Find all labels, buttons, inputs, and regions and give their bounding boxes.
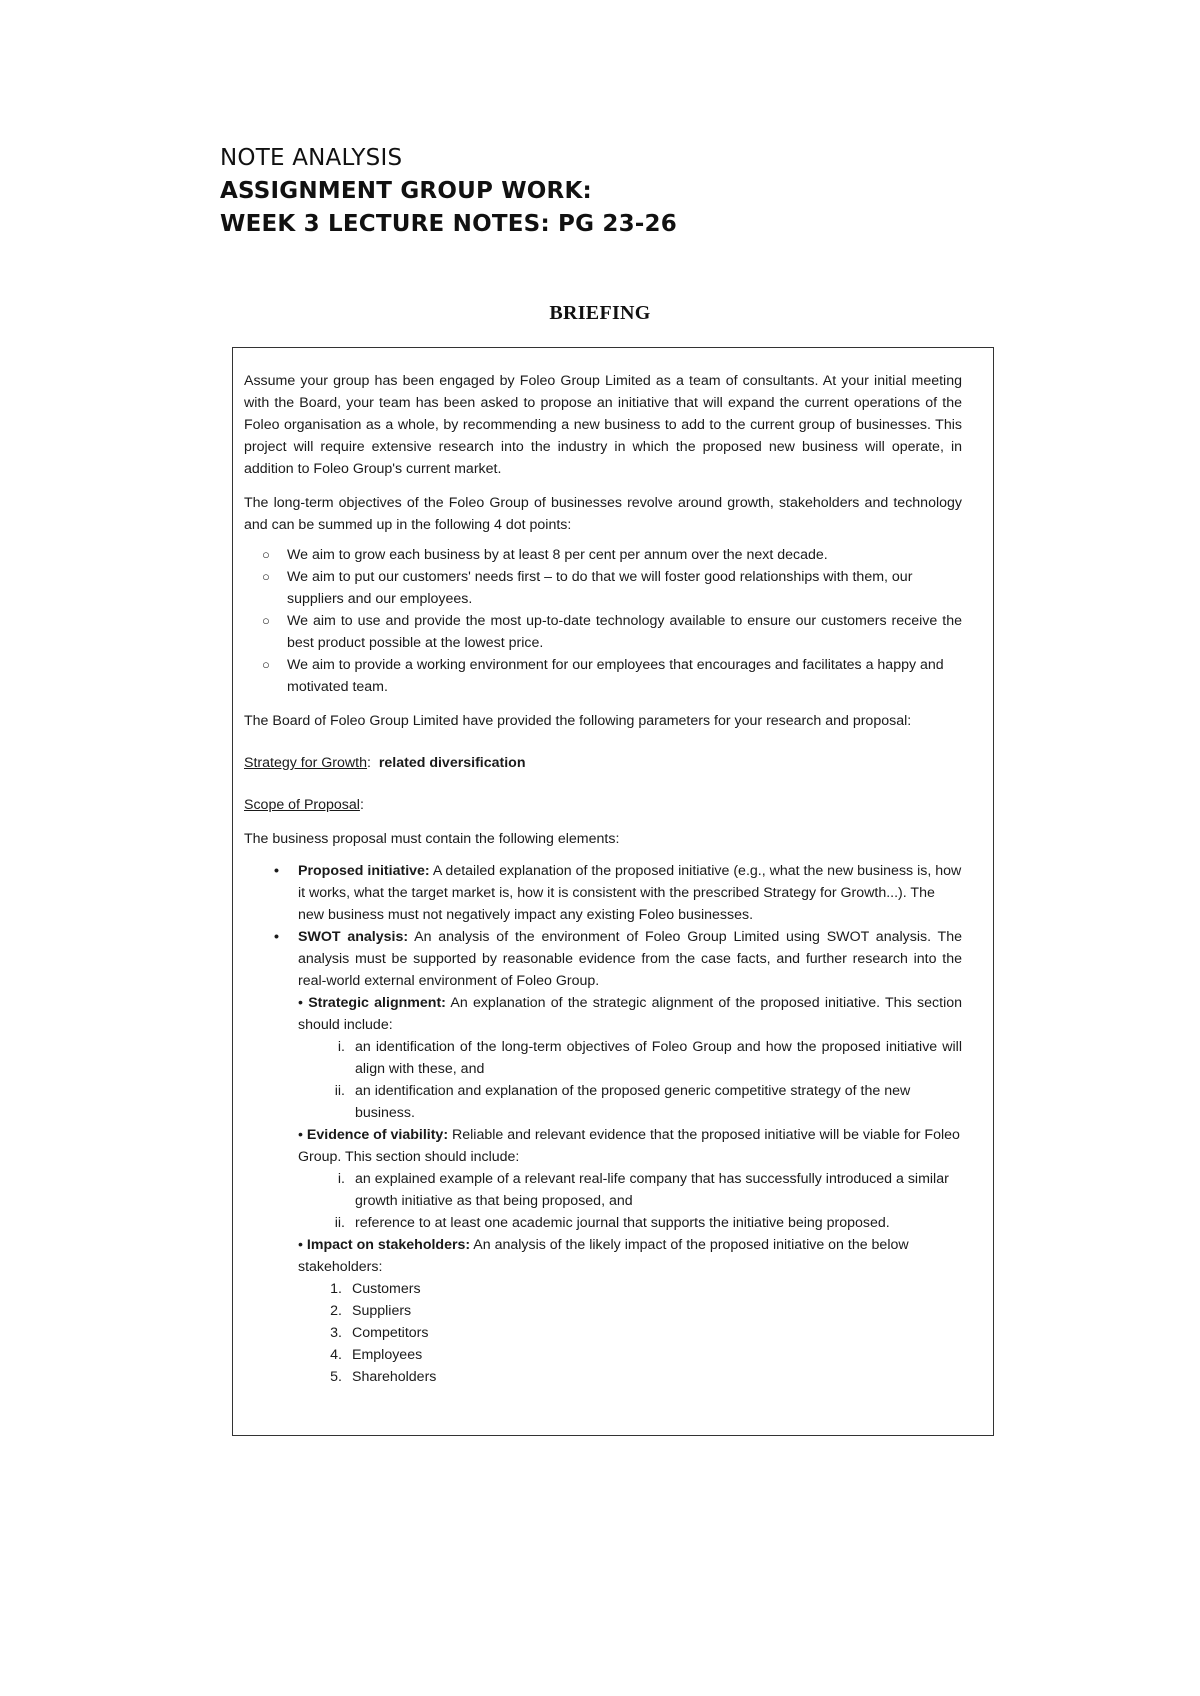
list-item: [244, 566, 962, 610]
objective-text: We aim to provide a working environment for our employees that encourages and facilitates a happy and motivated team.: [287, 657, 944, 695]
circle-bullet-icon: ○: [262, 569, 270, 584]
item-number: 4.: [330, 1347, 342, 1363]
element-text: An analysis of the environment of Foleo Group Limited using SWOT analysis. The analysis must be supported by reasonable evidence from the case facts, and further research into the real-world external environment of Foleo Group.: [298, 929, 962, 989]
circle-bullet-icon: ○: [262, 547, 270, 562]
dot-bullet-icon: •: [298, 1237, 303, 1253]
element-title: SWOT analysis:: [298, 929, 409, 945]
strategy-colon: :: [367, 755, 371, 771]
list-item: [244, 926, 962, 992]
item-number: i.: [337, 1171, 345, 1187]
note-analysis-heading: NOTE ANALYSIS: [220, 145, 403, 171]
list-item: [244, 610, 962, 654]
item-number: 5.: [330, 1369, 342, 1385]
dot-bullet-icon: •: [298, 995, 303, 1011]
list-item: [244, 544, 962, 566]
list-item: [244, 654, 962, 698]
list-item: [298, 1278, 962, 1300]
list-item: [298, 1322, 962, 1344]
item-number: 3.: [330, 1325, 342, 1341]
viability-sublist: [298, 1168, 962, 1234]
item-text: an identification of the long-term objectives of Foleo Group and how the proposed initiative will align with these, and: [355, 1039, 962, 1077]
item-text: reference to at least one academic journal that supports the initiative being proposed.: [355, 1215, 890, 1231]
elements-list: [244, 860, 962, 1388]
item-number: 2.: [330, 1303, 342, 1319]
list-item: [298, 1212, 962, 1234]
item-text: Customers: [352, 1281, 421, 1297]
item-text: an identification and explanation of the proposed generic competitive strategy of the new business.: [355, 1083, 911, 1121]
assignment-heading: ASSIGNMENT GROUP WORK:: [220, 178, 592, 204]
element-title: Proposed initiative:: [298, 863, 430, 879]
item-text: an explained example of a relevant real-life company that has successfully introduced a similar growth initiative as that being proposed, and: [355, 1171, 949, 1209]
item-number: 1.: [330, 1281, 342, 1297]
item-number: i.: [337, 1039, 345, 1055]
element-text: An explanation of the strategic alignment of the proposed initiative. This section should include:: [298, 995, 963, 1033]
list-item: [298, 1036, 962, 1080]
circle-bullet-icon: ○: [262, 613, 270, 628]
list-item: [298, 1344, 962, 1366]
intro-paragraph: Assume your group has been engaged by Foleo Group Limited as a team of consultants. At your initial meeting with the Board, your team has been asked to propose an initiative that will expand the current operations of the Foleo organisation as a whole, by recommending a new business to add to the current group of businesses. This project will require extensive research into the industry in which the proposed new business will operate, in addition to Foleo Group's current market.: [244, 373, 962, 477]
element-text: An analysis of the likely impact of the proposed initiative on the below stakeholders:: [298, 1237, 909, 1275]
element-text: A detailed explanation of the proposed initiative (e.g., what the new business is, how it works, what the target market is, how it is consistent with the prescribed Strategy for Growth...). The new business must not negatively impact any existing Foleo businesses.: [298, 863, 962, 923]
alignment-sublist: [298, 1036, 962, 1124]
dot-bullet-icon: •: [274, 929, 279, 945]
strategy-label: Strategy for Growth: [244, 755, 368, 771]
strategy-value: related diversification: [378, 755, 526, 771]
circle-bullet-icon: ○: [262, 657, 270, 672]
item-text: Competitors: [352, 1325, 429, 1341]
item-text: Suppliers: [352, 1303, 412, 1319]
scope-line: [244, 794, 962, 816]
document-header: [220, 142, 677, 241]
scope-label: Scope of Proposal: [244, 797, 360, 813]
item-text: Employees: [352, 1347, 423, 1363]
item-number: ii.: [334, 1215, 345, 1231]
scope-colon: :: [359, 797, 364, 813]
objective-text: We aim to grow each business by at least 8 per cent per annum over the next decade.: [287, 547, 828, 563]
objective-text: We aim to put our customers' needs first – to do that we will foster good relationships with them, our suppliers and our employees.: [287, 569, 913, 607]
dot-bullet-icon: •: [274, 863, 279, 879]
lecture-notes-heading: WEEK 3 LECTURE NOTES: PG 23-26: [220, 211, 677, 237]
list-item: [298, 1080, 962, 1124]
list-item: [244, 992, 962, 1124]
objectives-intro: The long-term objectives of the Foleo Group of businesses revolve around growth, stakeholders and technology and can be summed up in the following 4 dot points:: [244, 495, 962, 533]
list-item: [298, 1300, 962, 1322]
briefing-title: BRIEFING: [549, 302, 651, 324]
item-number: ii.: [334, 1083, 345, 1099]
briefing-content: [244, 370, 962, 1388]
element-title: Evidence of viability:: [306, 1127, 449, 1143]
parameters-intro: The Board of Foleo Group Limited have provided the following parameters for your research and proposal:: [244, 713, 912, 729]
list-item: [298, 1168, 962, 1212]
objectives-list: [244, 544, 962, 698]
elements-intro: The business proposal must contain the following elements:: [244, 831, 620, 847]
list-item: [244, 1234, 962, 1388]
element-title: Impact on stakeholders:: [306, 1237, 471, 1253]
element-text: Reliable and relevant evidence that the proposed initiative will be viable for Foleo Group. This section should include:: [298, 1127, 960, 1165]
list-item: [244, 1124, 962, 1234]
stakeholders-list: [298, 1278, 962, 1388]
objective-text: We aim to use and provide the most up-to-date technology available to ensure our customers receive the best product possible at the lowest price.: [287, 613, 962, 651]
list-item: [298, 1366, 962, 1388]
dot-bullet-icon: •: [298, 1127, 303, 1143]
list-item: [244, 860, 962, 926]
strategy-line: [244, 752, 962, 774]
item-text: Shareholders: [352, 1369, 437, 1385]
element-title: Strategic alignment:: [308, 995, 446, 1011]
